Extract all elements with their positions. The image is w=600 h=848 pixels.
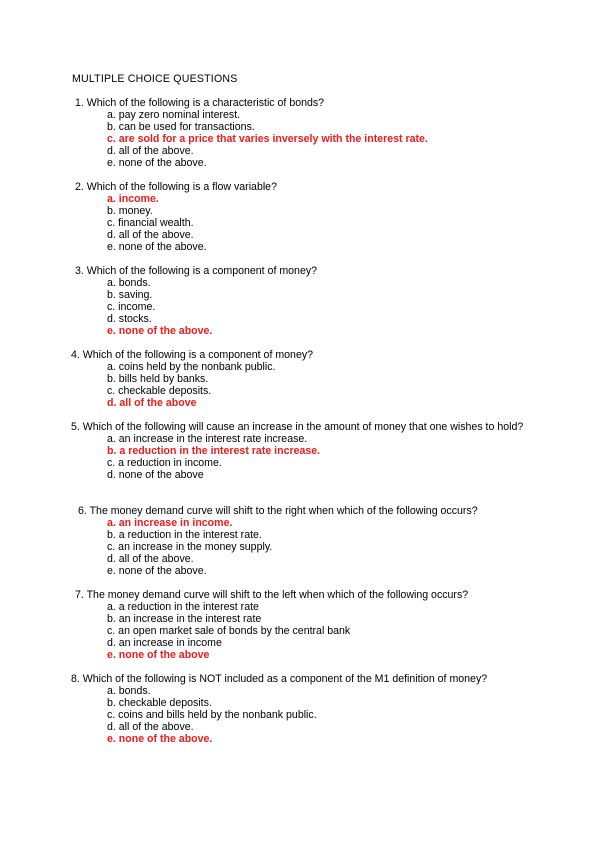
option-a: a. bonds.	[107, 685, 151, 697]
question-text: 6. The money demand curve will shift to the right when which of the following occurs?	[78, 505, 478, 517]
question-text: 5. Which of the following will cause an increase in the amount of money that one wishes to hold?	[71, 421, 524, 433]
option-a: a. pay zero nominal interest.	[107, 109, 241, 121]
question-text: 8. Which of the following is NOT included as a component of the M1 definition of money?	[71, 673, 488, 685]
question-5	[0, 421, 600, 481]
option-list	[0, 193, 600, 253]
option-b: b. saving.	[107, 289, 153, 301]
option-e-answer: e. none of the above.	[107, 325, 213, 337]
option-a: a. bonds.	[107, 277, 151, 289]
option-e-answer: e. none of the above	[107, 649, 210, 661]
option-d-answer: d. all of the above	[107, 397, 197, 409]
option-c: c. an open market sale of bonds by the central bank	[107, 625, 351, 637]
option-d: d. all of the above.	[107, 229, 194, 241]
option-a: a. a reduction in the interest rate	[107, 601, 259, 613]
option-a-answer: a. an increase in income.	[107, 517, 233, 529]
question-8	[0, 673, 600, 745]
option-b: b. checkable deposits.	[107, 697, 212, 709]
option-e-answer: e. none of the above.	[107, 733, 213, 745]
option-list	[0, 433, 600, 481]
option-e: e. none of the above.	[107, 157, 207, 169]
question-3	[0, 265, 600, 337]
option-c: c. checkable deposits.	[107, 385, 212, 397]
option-d: d. stocks.	[107, 313, 152, 325]
question-text: 2. Which of the following is a flow variable?	[75, 181, 277, 193]
question-7	[0, 589, 600, 661]
option-d: d. none of the above	[107, 469, 204, 481]
option-list	[0, 361, 600, 409]
option-b: b. money.	[107, 205, 153, 217]
option-d: d. all of the above.	[107, 145, 194, 157]
option-b: b. an increase in the interest rate	[107, 613, 262, 625]
question-1	[0, 97, 600, 169]
option-list	[0, 685, 600, 745]
question-4	[0, 349, 600, 409]
option-d: d. all of the above.	[107, 553, 194, 565]
option-d: d. an increase in income	[107, 637, 222, 649]
option-c: c. an increase in the money supply.	[107, 541, 273, 553]
question-text: 7. The money demand curve will shift to the left when which of the following occurs?	[75, 589, 469, 601]
question-text: 1. Which of the following is a characteristic of bonds?	[75, 97, 325, 109]
option-c: c. a reduction in income.	[107, 457, 222, 469]
option-list	[0, 277, 600, 337]
option-b: b. can be used for transactions.	[107, 121, 255, 133]
question-text: 4. Which of the following is a component of money?	[71, 349, 314, 361]
option-list	[0, 517, 600, 577]
option-c-answer: c. are sold for a price that varies inversely with the interest rate.	[107, 133, 428, 145]
option-list	[0, 109, 600, 169]
page-title: MULTIPLE CHOICE QUESTIONS	[72, 73, 238, 85]
option-e: e. none of the above.	[107, 241, 207, 253]
option-d: d. all of the above.	[107, 721, 194, 733]
option-list	[0, 601, 600, 661]
question-6	[0, 505, 600, 577]
option-a: a. coins held by the nonbank public.	[107, 361, 276, 373]
option-b: b. bills held by banks.	[107, 373, 209, 385]
question-text: 3. Which of the following is a component of money?	[75, 265, 318, 277]
option-c: c. financial wealth.	[107, 217, 194, 229]
option-e: e. none of the above.	[107, 565, 207, 577]
option-b: b. a reduction in the interest rate.	[107, 529, 262, 541]
option-c: c. coins and bills held by the nonbank public.	[107, 709, 317, 721]
option-c: c. income.	[107, 301, 156, 313]
question-2	[0, 181, 600, 253]
option-a: a. an increase in the interest rate increase.	[107, 433, 308, 445]
option-a-answer: a. income.	[107, 193, 159, 205]
option-b-answer: b. a reduction in the interest rate increase.	[107, 445, 321, 457]
